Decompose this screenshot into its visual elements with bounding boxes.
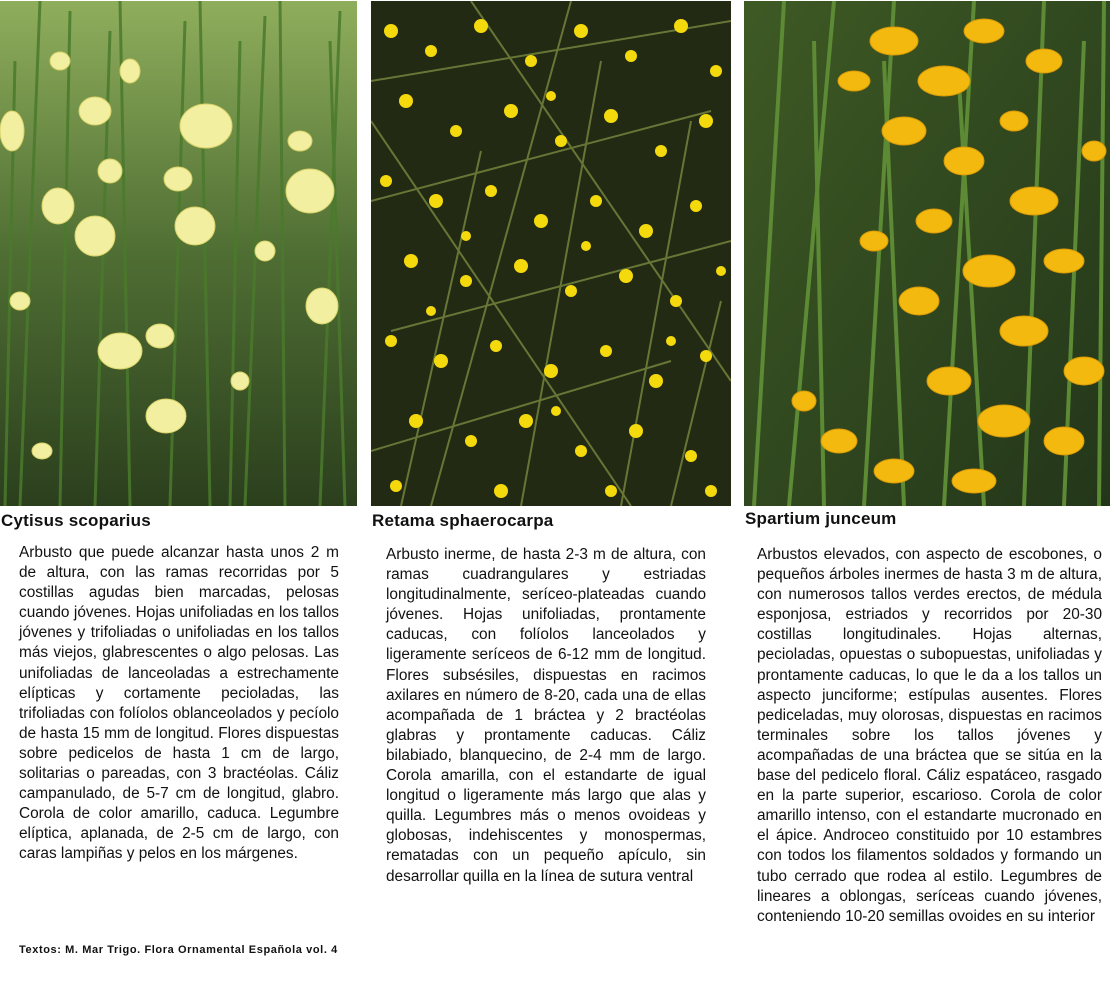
species-description-retama: Arbusto inerme, de hasta 2-3 m de altura, con ramas cuadrangulares y estriadas longitudinalmente, seríceo-plateadas cuando jóvenes. Hojas unifoliadas, prontamente caducas, con folíolos lanceolados y ligeramente seríceos de 6-12 mm de longitud. Flores subsésiles, dispuestas en racimos axilares en número de 8-20, cada una de ellas acompañada de 1 bráctea y 2 bractéolas glabras y prontamente caducas. Cáliz bilabiado, blanquecino, de 2-4 mm de largo. Corola amarilla, con el estandarte de igual longitud o ligeramente más largo que alas y quilla. Legumbres más o menos ovoideas y globosas, indehiscentes y monospermas, rematadas con un pequeño apículo, sin desarrollar quilla en la línea de sutura ventral: [386, 546, 706, 885]
photo-cytisus-scoparius: [0, 1, 357, 506]
species-title-spartium: Spartium junceum: [745, 509, 897, 528]
photo-retama-sphaerocarpa: [371, 1, 731, 506]
species-title-cytisus: Cytisus scoparius: [1, 511, 151, 530]
source-credits: Textos: M. Mar Trigo. Flora Ornamental Española vol. 4: [19, 944, 338, 956]
photo-1-image: [0, 1, 357, 506]
species-title-retama: Retama sphaerocarpa: [372, 511, 554, 530]
species-description-spartium: Arbustos elevados, con aspecto de escobones, o pequeños árboles inermes de hasta 3 m de altura, con numerosos tallos verdes erectos, de médula esponjosa, estriados y recorridos por 20-30 costillas longitudinales. Hojas alternas, pecioladas, opuestas o subopuestas, unifoliadas y prontamente caducas, lo que le da a los tallos un aspecto junciforme; estípulas ausentes. Flores pediceladas, muy olorosas, dispuestas en racimos terminales sobre los tallos jóvenes y acompañadas de una bráctea que se sitúa en la base del pedicelo floral. Cáliz espatáceo, rasgado en la parte superior, escarioso. Corola de color amarillo intenso, con el estandarte mucronado en el ápice. Androceo constituido por 10 estambres con todos los filamentos soldados y formando un tubo cerrado que rodea al estilo. Legumbres de lineares a oblongas, seríceas cuando jóvenes, conteniendo 10-20 semillas ovoides en su interior: [757, 546, 1102, 925]
photo-spartium-junceum: [744, 1, 1110, 506]
species-description-cytisus: Arbusto que puede alcanzar hasta unos 2 m de altura, con las ramas recorridas por 5 costillas agudas bien marcadas, pelosas cuando jóvenes. Hojas unifoliadas en los tallos jóvenes y trifoliadas o unifoliadas en los tallos más viejos, glabrescentes o algo pelosas. Las unifoliadas de lanceoladas a estrechamente elípticas y cortamente pecioladas, las trifoliadas con folíolos oblanceolados y pecíolo de hasta 15 mm de longitud. Flores dispuestas sobre pedicelos de hasta 1 cm de largo, solitarias o pareadas, con 3 bractéolas. Cáliz campanulado, de 5-7 cm de longitud, glabro. Corola de color amarillo, caduca. Legumbre elíptica, aplanada, de 2-5 cm de largo, con caras lampiñas y pelos en los márgenes.: [19, 544, 339, 863]
photo-3-image: [744, 1, 1110, 506]
photo-2-image: [371, 1, 731, 506]
